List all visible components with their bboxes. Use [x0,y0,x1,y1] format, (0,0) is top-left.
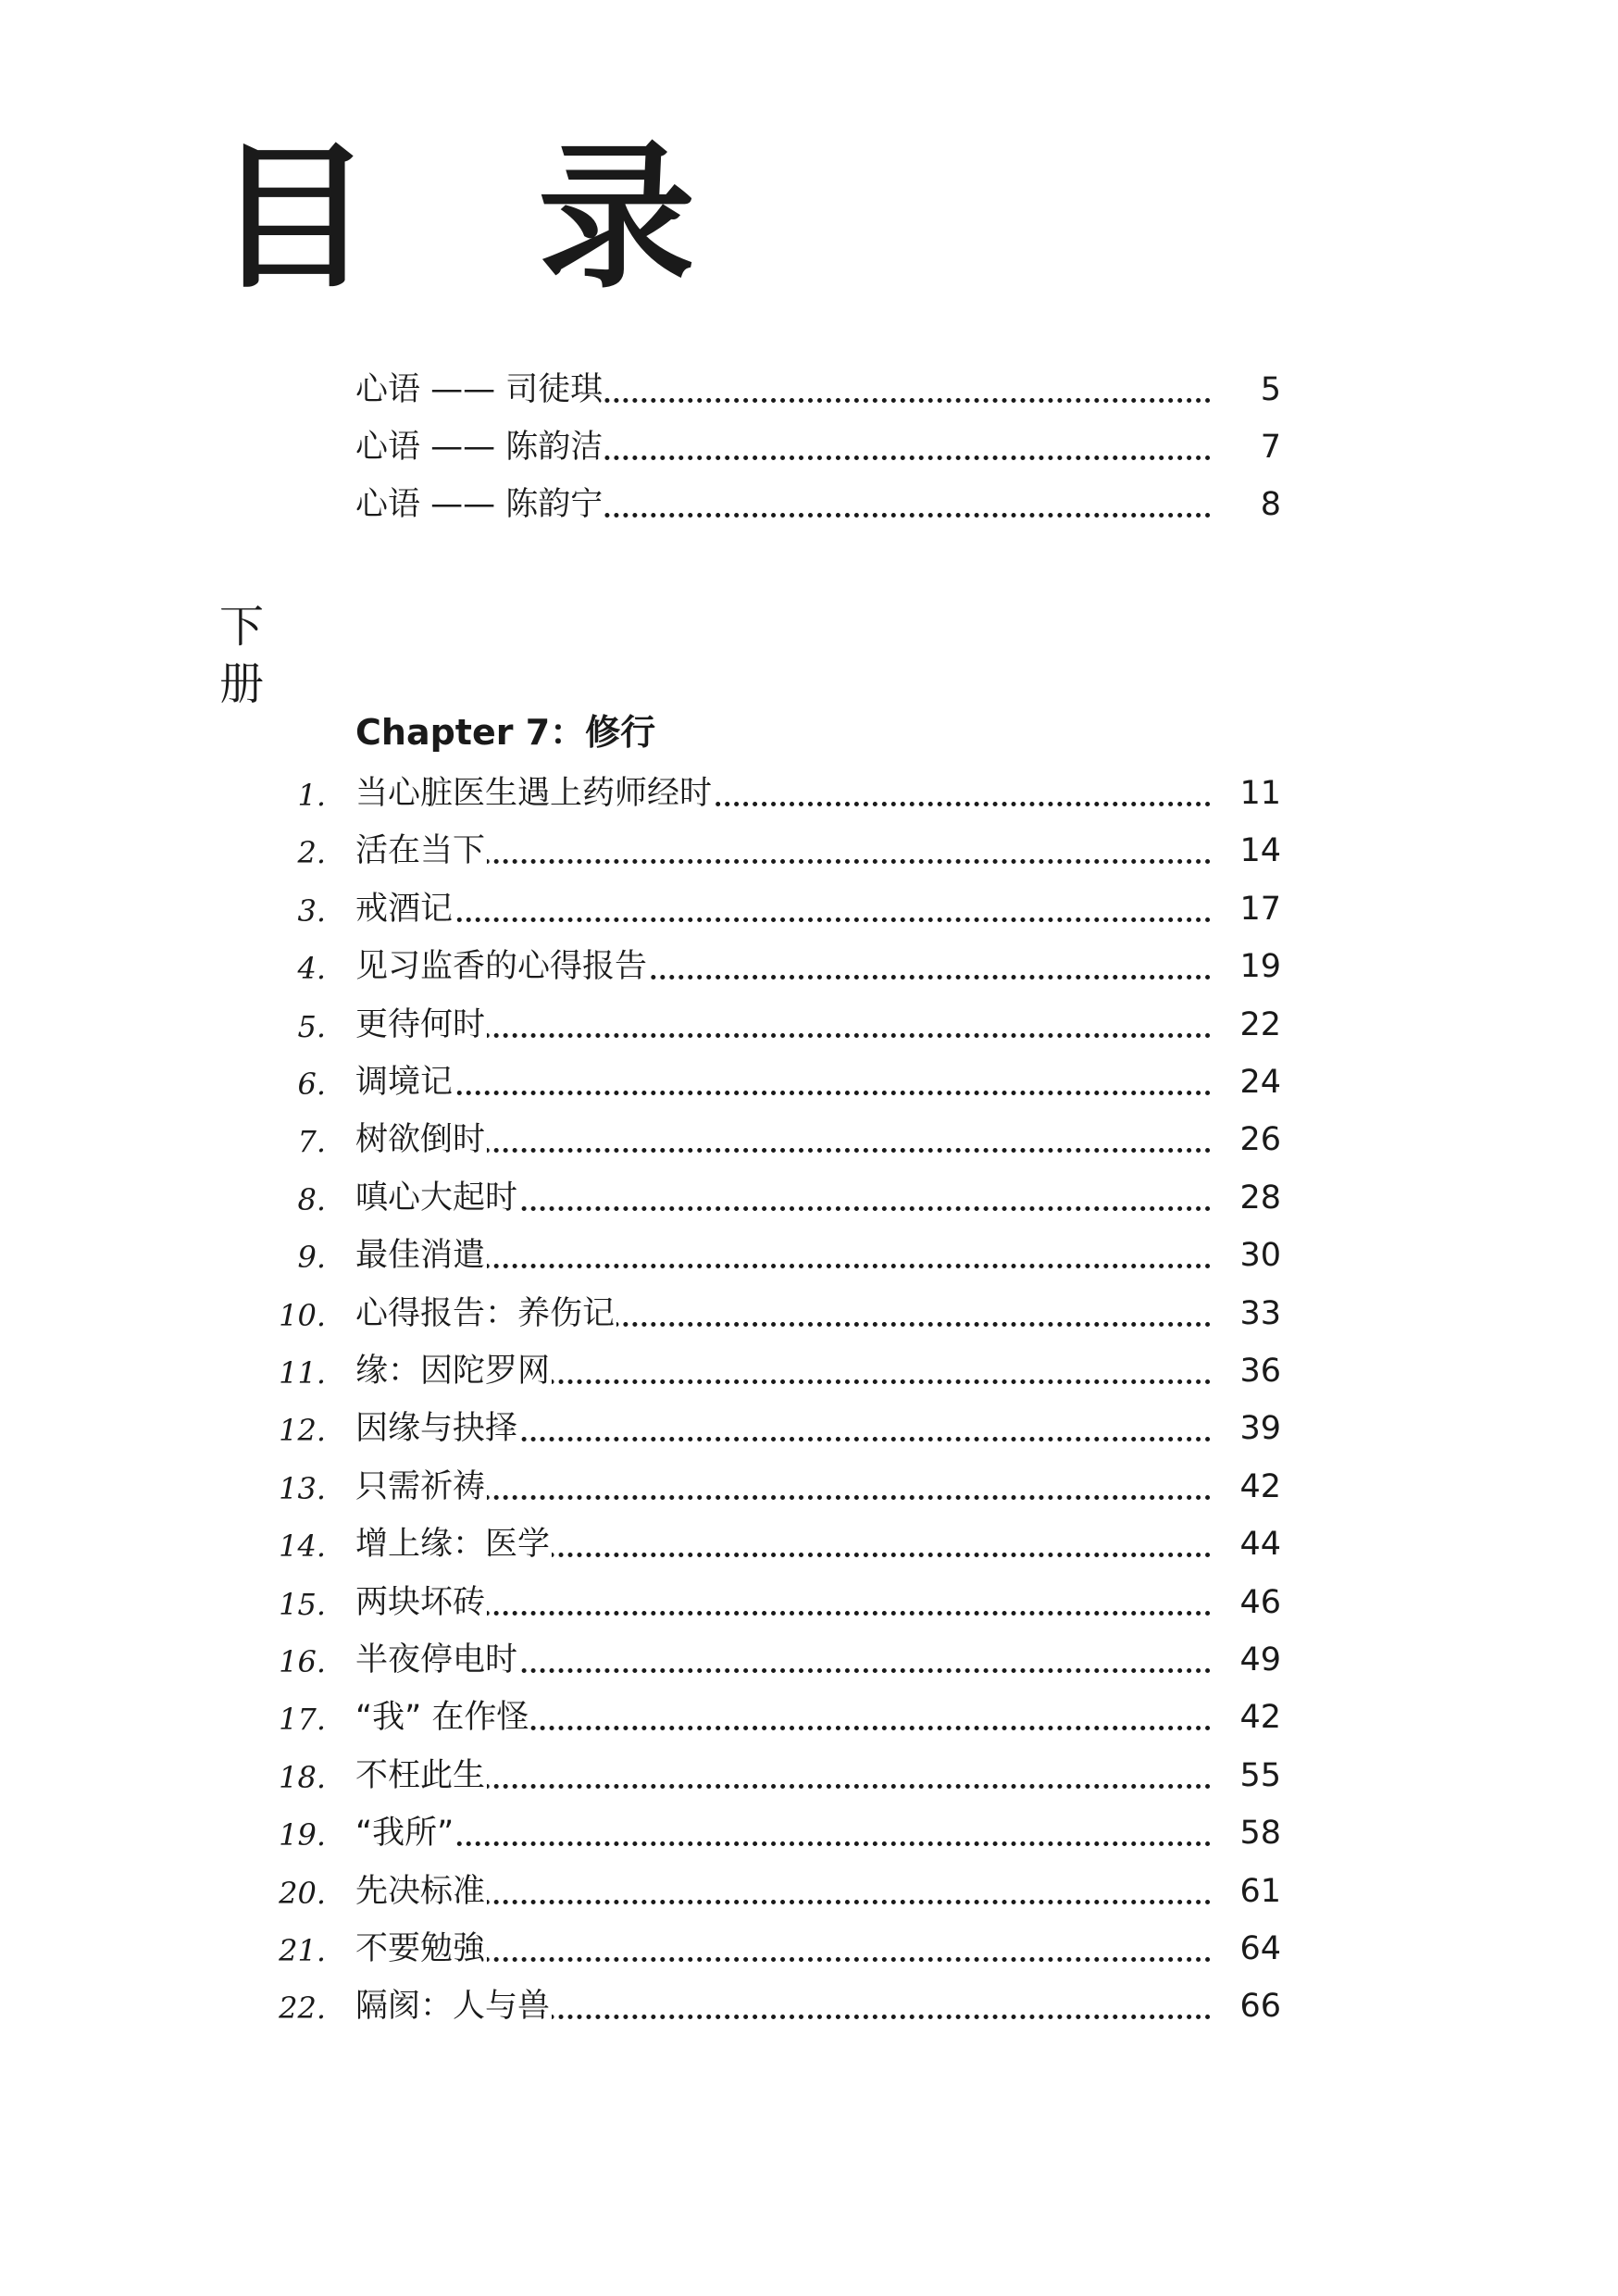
entry-title: 活在当下 [355,828,487,874]
entry-page-number: 42 [1239,1699,1281,1737]
chapter-heading: Chapter 7：修行 [355,712,656,753]
toc-entry[interactable] [297,886,1281,932]
entry-title: 见习监香的心得报告 [355,943,649,990]
toc-entry[interactable] [279,1405,1281,1452]
entry-title: 因缘与抉择 [355,1405,519,1452]
dot-leader [355,917,1211,922]
entry-number: 16. [279,1644,326,1679]
entry-page-number: 66 [1239,1988,1281,2026]
toc-entry[interactable] [297,1002,1281,1048]
entry-number: 17. [279,1702,326,1738]
toc-entry[interactable] [279,1753,1281,1799]
entry-title: 心得报告：养伤记 [355,1291,616,1337]
entry-number: 7. [297,1124,326,1160]
toc-entry[interactable] [297,1232,1281,1279]
entry-title: 隔阂：人与兽 [355,1983,552,2029]
page-title: 目 录 [215,125,752,310]
entry-title: 树欲倒时 [355,1117,487,1163]
toc-entry[interactable] [279,1983,1281,2029]
entry-title: 更待何时 [355,1002,487,1048]
entry-page-number: 44 [1239,1526,1281,1564]
preface-entry[interactable] [355,424,1281,470]
entry-page-number: 42 [1239,1467,1281,1505]
toc-entry[interactable] [297,1059,1281,1105]
entry-title: 调境记 [355,1059,454,1105]
entry-title: 两块坏砖 [355,1579,487,1626]
entry-number: 18. [279,1759,326,1795]
entry-number: 1. [297,778,326,813]
toc-entry[interactable] [279,1348,1281,1394]
toc-entry[interactable] [279,1291,1281,1337]
entry-title: 缘：因陀罗网 [355,1348,552,1394]
entry-page-number: 55 [1239,1756,1281,1794]
entry-number: 3. [297,892,326,929]
toc-entry[interactable] [279,1810,1281,1856]
toc-entry[interactable] [279,1694,1281,1741]
entry-page-number: 39 [1239,1410,1281,1448]
entry-title: “我所” [355,1810,455,1856]
toc-entry[interactable] [297,828,1281,874]
volume-label: 下 册 [219,601,265,710]
toc-entry[interactable] [279,1521,1281,1567]
entry-page-number: 8 [1260,486,1281,523]
entry-number: 20. [279,1875,326,1911]
entry-number: 13. [279,1470,326,1506]
entry-page-number: 61 [1239,1872,1281,1910]
preface-entry[interactable] [355,367,1281,413]
entry-title: 只需祈祷 [355,1464,487,1510]
entry-page-number: 26 [1239,1121,1281,1159]
entry-page-number: 19 [1239,948,1281,986]
entry-page-number: 14 [1239,832,1281,870]
toc-entry[interactable] [279,1464,1281,1510]
dot-leader [355,1091,1211,1095]
entry-title: “我” 在作怪 [355,1694,530,1741]
entry-page-number: 24 [1239,1064,1281,1101]
entry-page-number: 46 [1239,1583,1281,1621]
entry-page-number: 22 [1239,1005,1281,1043]
entry-number: 9. [297,1240,326,1276]
entry-page-number: 64 [1239,1930,1281,1967]
entry-page-number: 28 [1239,1179,1281,1217]
entry-title: 当心脏医生遇上药师经时 [355,770,714,817]
entry-page-number: 17 [1239,890,1281,928]
entry-number: 4. [297,951,326,987]
entry-title: 心语 —— 司徒琪 [355,367,604,413]
preface-entry[interactable] [355,481,1281,528]
toc-entry[interactable] [279,1637,1281,1683]
entry-number: 2. [297,835,326,871]
entry-number: 6. [297,1067,326,1102]
entry-number: 12. [279,1413,326,1449]
entry-number: 15. [279,1586,326,1622]
entry-title: 心语 —— 陈韵宁 [355,481,604,528]
toc-entry[interactable] [297,1175,1281,1221]
entry-title: 增上缘：医学 [355,1521,552,1567]
toc-entry[interactable] [297,1117,1281,1163]
entry-number: 5. [297,1008,326,1044]
entry-number: 14. [279,1529,326,1565]
entry-page-number: 5 [1260,371,1281,408]
entry-page-number: 30 [1239,1237,1281,1275]
entry-number: 19. [279,1817,326,1853]
entry-title: 最佳消遣 [355,1232,487,1279]
entry-title: 心语 —— 陈韵洁 [355,424,604,470]
entry-title: 不枉此生 [355,1753,487,1799]
entry-title: 戒酒记 [355,886,454,932]
toc-entry[interactable] [279,1868,1281,1915]
dot-leader [355,1841,1211,1846]
entry-page-number: 11 [1239,775,1281,812]
entry-page-number: 36 [1239,1353,1281,1390]
toc-entry[interactable] [279,1579,1281,1626]
entry-number: 11. [279,1355,326,1391]
toc-entry[interactable] [279,1926,1281,1972]
entry-page-number: 49 [1239,1641,1281,1678]
entry-title: 嗔心大起时 [355,1175,519,1221]
entry-title: 不要勉強 [355,1926,487,1972]
entry-page-number: 7 [1260,429,1281,466]
toc-entry[interactable] [297,943,1281,990]
entry-number: 8. [297,1181,326,1217]
entry-number: 22. [279,1990,326,2027]
entry-title: 半夜停电时 [355,1637,519,1683]
toc-entry[interactable] [297,770,1281,817]
entry-title: 先决标准 [355,1868,487,1915]
entry-page-number: 58 [1239,1815,1281,1853]
entry-number: 21. [279,1933,326,1968]
entry-page-number: 33 [1239,1294,1281,1332]
entry-number: 10. [279,1297,326,1333]
